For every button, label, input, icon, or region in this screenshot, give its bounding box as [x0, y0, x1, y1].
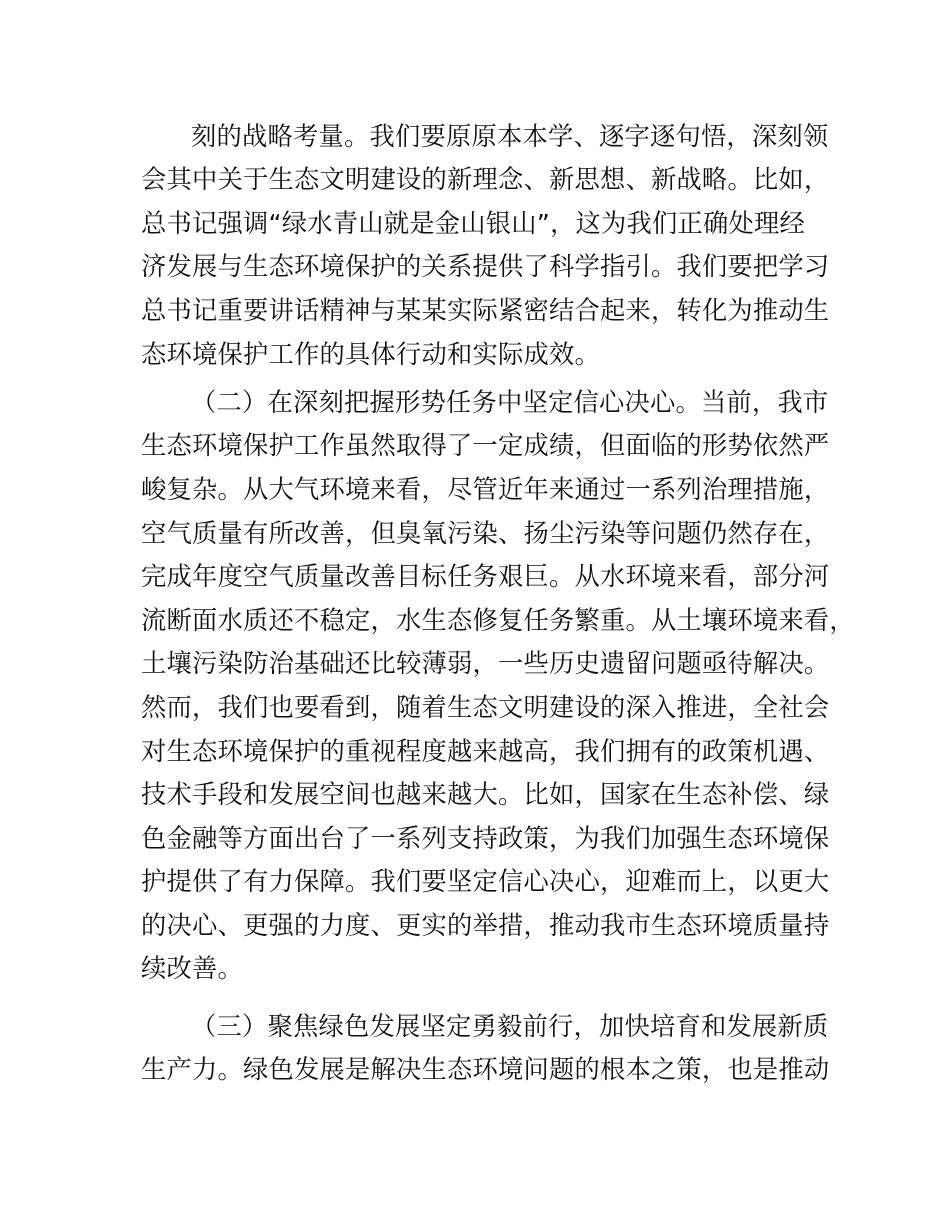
text-line: 技术手段和发展空间也越来越大。比如，国家在生态补偿、绿: [141, 780, 830, 809]
paragraph-heading-line: （三）聚焦绿色发展坚定勇毅前行，加快培育和发展新质: [191, 1012, 829, 1041]
text-line: 会其中关于生态文明建设的新理念、新思想、新战略。比如，: [141, 165, 830, 194]
text-line: 生态环境保护工作虽然取得了一定成绩，但面临的形势依然严: [141, 431, 830, 460]
text-line: 总书记强调“绿水青山就是金山银山”，这为我们正确处理经: [141, 209, 806, 238]
text-line: 续改善。: [141, 954, 243, 983]
text-line: 然而，我们也要看到，随着生态文明建设的深入推进，全社会: [141, 693, 830, 722]
text-line: 济发展与生态环境保护的关系提供了科学指引。我们要把学习: [141, 252, 830, 281]
text-line: 生产力。绿色发展是解决生态环境问题的根本之策，也是推动: [141, 1055, 830, 1084]
text-line: 护提供了有力保障。我们要坚定信心决心，迎难而上，以更大: [141, 867, 830, 896]
text-line: 完成年度空气质量改善目标任务艰巨。从水环境来看，部分河: [141, 562, 830, 591]
text-line: 色金融等方面出台了一系列支持政策，为我们加强生态环境保: [141, 824, 830, 853]
text-line: 态环境保护工作的具体行动和实际成效。: [141, 340, 600, 369]
text-line: 土壤污染防治基础还比较薄弱，一些历史遗留问题亟待解决。: [141, 649, 830, 678]
text-line: 对生态环境保护的重视程度越来越高，我们拥有的政策机遇、: [141, 737, 830, 766]
text-line: 的决心、更强的力度、更实的举措，推动我市生态环境质量持: [141, 911, 830, 940]
text-line: 刻的战略考量。我们要原原本本学、逐字逐句悟，深刻领: [191, 122, 829, 151]
text-line: 总书记重要讲话精神与某某实际紧密结合起来，转化为推动生: [141, 296, 830, 325]
text-line: 峻复杂。从大气环境来看，尽管近年来通过一系列治理措施，: [141, 475, 830, 504]
paragraph-heading-line: （二）在深刻把握形势任务中坚定信心决心。当前，我市: [191, 388, 829, 417]
text-line: 空气质量有所改善，但臭氧污染、扬尘污染等问题仍然存在，: [141, 519, 830, 548]
text-line: 流断面水质还不稳定，水生态修复任务繁重。从土壤环境来看，: [141, 606, 855, 635]
